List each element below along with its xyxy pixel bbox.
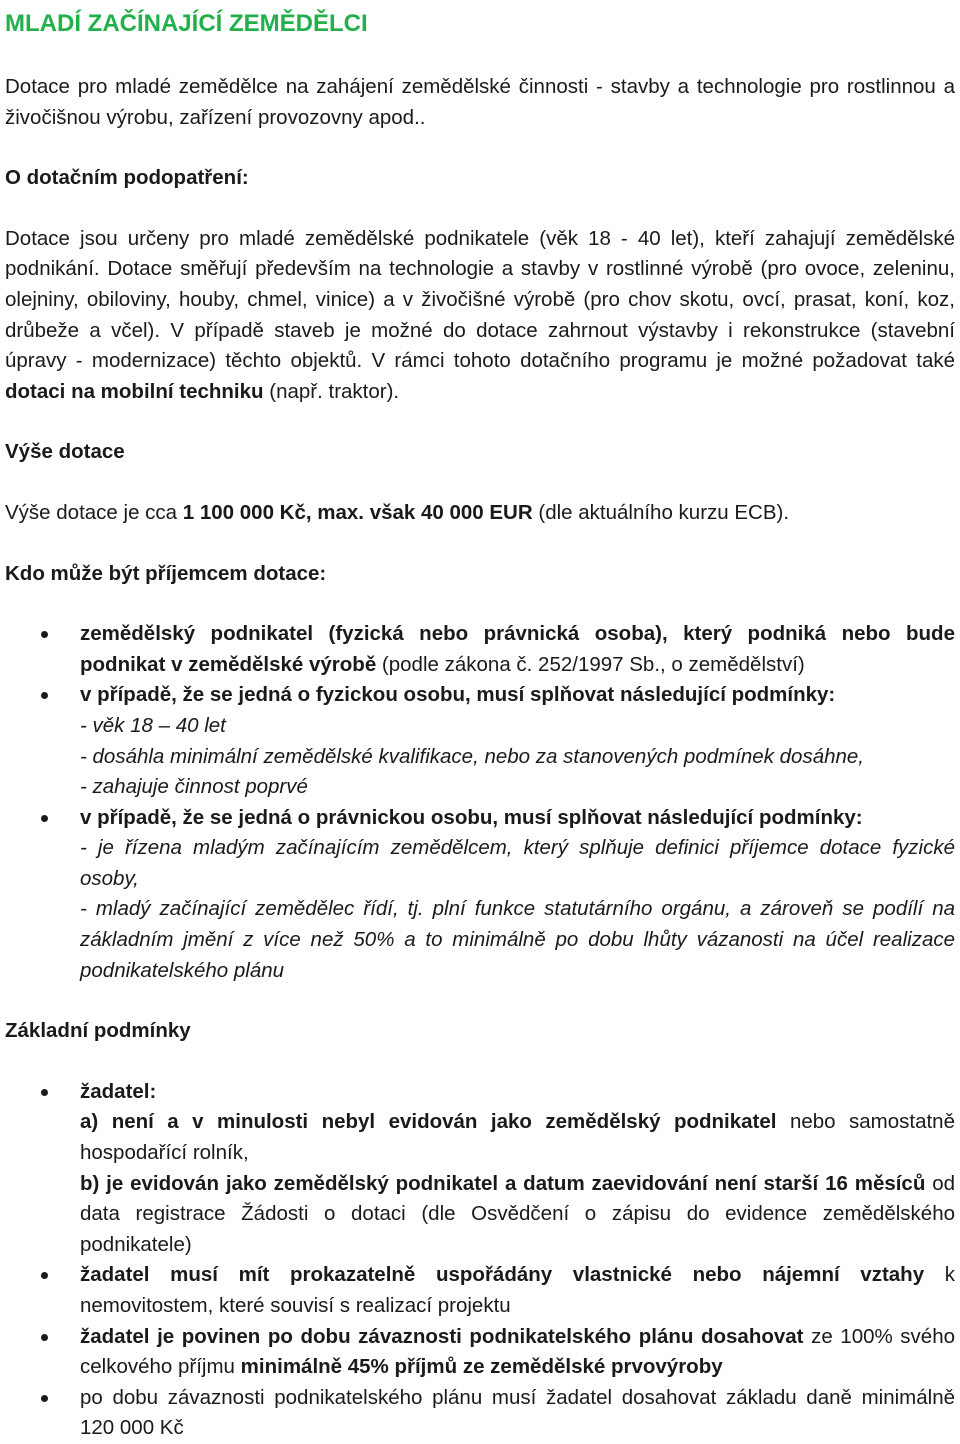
condition4-text: po dobu závaznosti podnikatelského plánu musí žadatel dosahovat základu daně minimálně 120 000 Kč (80, 1385, 955, 1440)
amount-max: však 40 000 EUR (369, 500, 533, 524)
list-item (5, 1322, 955, 1383)
recipient-item3-line1: - je řízena mladým začínajícím zemědělcem, který splňuje definici příjemce dotace fyzické osoby, (80, 836, 955, 890)
list-item (5, 1383, 955, 1444)
bullet-icon (41, 1395, 48, 1402)
amount-pre: Výše dotace je cca (5, 500, 183, 524)
bullet-icon (41, 1089, 48, 1096)
list-item (5, 619, 955, 680)
page-title: MLADÍ ZAČÍNAJÍCÍ ZEMĚDĚLCI (5, 10, 368, 37)
about-text-mobile: dotaci na mobilní techniku (5, 379, 264, 403)
list-item (5, 1260, 955, 1321)
about-text-1: Dotace jsou určeny pro mladé zemědělské podnikatele (věk 18 - 40 let), kteří zahajují zemědělské podnikání. (5, 226, 955, 281)
recipient-heading: Kdo může být příjemcem dotace: (5, 561, 327, 585)
recipient-item2-line3: - zahajuje činnost poprvé (80, 775, 308, 799)
intro-paragraph: Dotace pro mladé zemědělce na zahájení zemědělské činnosti - stavby a technologie pro rostlinnou a živočišnou výrobu, zařízení provozovny apod.. (5, 75, 955, 129)
bullet-icon (41, 1272, 48, 1279)
recipient-item2-line1: - věk 18 – 40 let (80, 713, 226, 737)
recipient-list (5, 619, 955, 986)
bullet-icon (41, 631, 48, 638)
amount-post: (dle aktuálního kurzu ECB). (532, 500, 790, 524)
condition1-b-rest: od data registrace Žádosti o dotaci (dle Osvědčení o zápisu do evidence zemědělského podnikatele) (80, 1171, 956, 1256)
bullet-icon (41, 815, 48, 822)
recipient-item1-end: , o zemědělství) (660, 652, 805, 676)
about-text-2: Dotace směřují především na technologie a stavby v rostlinné výrobě (pro ovoce, zeleninu, olejniny, obiloviny, houby, chmel, vinice) a v živočišné výrobě (pro chov skotu, ovcí, prasat, koní, koz, drůbeže a včel). (5, 257, 955, 342)
bullet-icon (41, 692, 48, 699)
condition1-a-rest: nebo samostatně hospodařící rolník, (80, 1110, 955, 1165)
about-text-3: V případě staveb je možné do dotace zahrnout výstavby i rekonstrukce (stavební úpravy - modernizace) těchto objektů. V rámci tohoto dotačního programu je možné požadovat také (5, 318, 955, 373)
condition2-bold: žadatel musí mít prokazatelně uspořádány vlastnické nebo nájemní vztahy (80, 1263, 925, 1287)
condition2-rest: k nemovitostem, které souvisí s realizací projektu (80, 1263, 955, 1317)
list-item (5, 680, 955, 802)
condition1-head: žadatel: (80, 1079, 157, 1103)
recipient-item3-line2: - mladý začínající zemědělec řídí, tj. plní funkce statutárního orgánu, a zároveň se podílí na základním jmění z více než 50% a to minimálně po dobu lhůty vázanosti na účel realizace podnikatelského plánu (80, 897, 955, 982)
recipient-item3-bold: v případě, že se jedná o právnickou osobu, musí splňovat následující podmínky: (80, 805, 863, 829)
conditions-list (5, 1077, 955, 1444)
condition3-mid: ze 100% svého celkového příjmu (80, 1324, 955, 1379)
bullet-icon (41, 1334, 48, 1341)
condition3-bold: žadatel je povinen po dobu závaznosti podnikatelského plánu dosahovat (80, 1324, 804, 1348)
amount-value: 1 100 000 Kč, max. (182, 500, 370, 524)
condition3-bold2: minimálně 45% příjmů ze zemědělské prvovýroby (240, 1355, 723, 1379)
conditions-heading: Základní podmínky (5, 1019, 191, 1043)
amount-heading: Výše dotace (5, 440, 125, 464)
list-item (5, 1077, 955, 1261)
about-text-end: (např. traktor). (263, 379, 400, 403)
condition1-b-bold: b) je evidován jako zemědělský podnikatel a datum zaevidování není starší 16 měsíců (80, 1171, 926, 1195)
about-paragraph (5, 224, 955, 408)
recipient-item1-rest: (podle zákona č. 252/1997 Sb. (376, 652, 661, 676)
condition1-a-bold: a) není a v minulosti nebyl evidován jako zemědělský podnikatel (80, 1110, 777, 1134)
recipient-item1-bold: zemědělský podnikatel (fyzická nebo právnická osoba), který podniká nebo bude podnikat v zemědělské výrobě (80, 622, 955, 676)
condition1-a (80, 1107, 955, 1168)
list-item (5, 803, 955, 987)
about-heading: O dotačním podopatření: (5, 166, 249, 190)
condition1-b (80, 1169, 955, 1261)
amount-paragraph (5, 498, 955, 529)
recipient-item2-line2: - dosáhla minimální zemědělské kvalifikace, nebo za stanovených podmínek dosáhne, (80, 744, 864, 768)
recipient-item2-bold: v případě, že se jedná o fyzickou osobu, musí splňovat následující podmínky: (80, 683, 836, 707)
